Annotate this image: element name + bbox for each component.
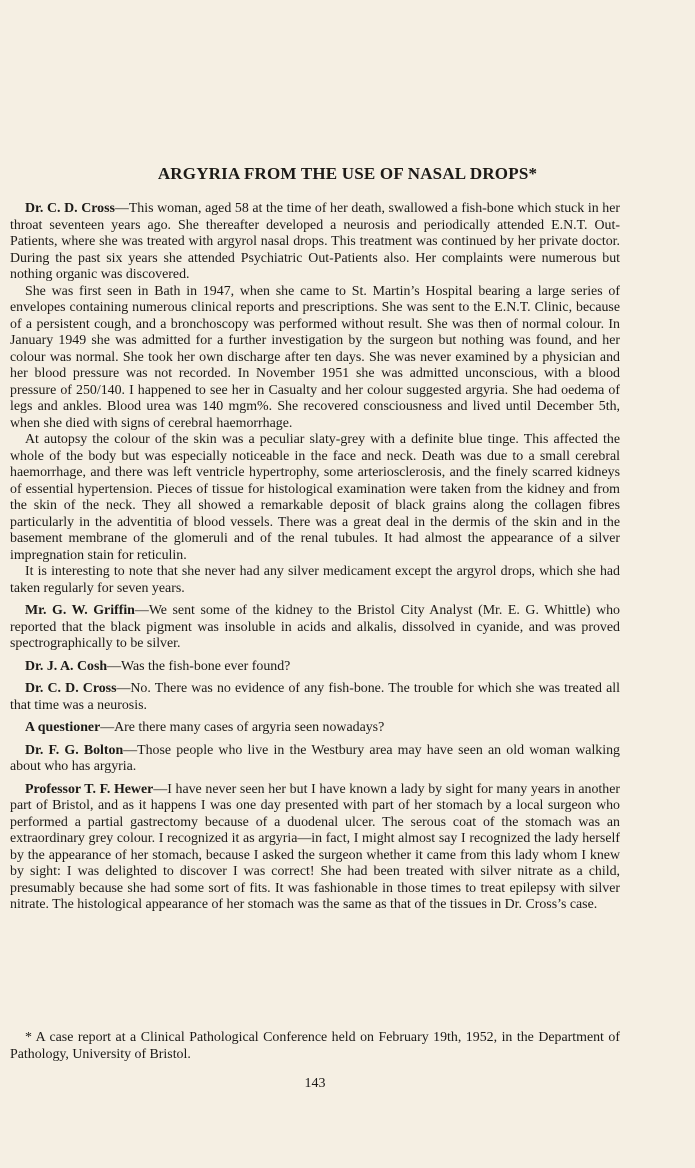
speaker-name: Dr. F. G. Bolton (25, 742, 124, 758)
paragraph-text: It is interesting to note that she never had any silver medicament except the argyrol drops, which she had taken regularly for seven years. (10, 564, 620, 596)
paragraph-text: At autopsy the colour of the skin was a peculiar slaty-grey with a definite blue tinge. This affected the whole of the body but was especially noticeable in the face and neck. Death was due to a small cerebral haemorrhage, and there was left ventricle hypertrophy, some arteriosclerosis, and the finely scarred kidneys of essential hypertension. Pieces of tissue for histological examination were taken from the kidney and from the skin of the neck. They all showed a remarkable deposit of black grains along the collagen fibres particularly in the adventitia of blood vessels. There was a great deal in the dermis of the skin and in the basement membrane of the glomeruli and of the renal tubules. It had almost the appearance of a silver impregnation stain for reticulin. (10, 432, 620, 563)
paragraph-text: She was first seen in Bath in 1947, when she came to St. Martin’s Hospital bearing a large series of envelopes containing numerous clinical reports and prescriptions. She was sent to the E.N.T. Clinic, because of a persistent cough, and a bronchoscopy was performed without result. She was then of normal colour. In January 1949 she was admitted for a further investigation by the surgeon but nothing was found, and her colour was normal. She took her own discharge after ten days. She was never examined by a physician and her blood pressure was not recorded. In November 1951 she was admitted unconscious, with a blood pressure of 250/140. I happened to see her in Casualty and her colour suggested argyria. She had oedema of legs and ankles. Blood urea was 140 mgm%. She recovered consciousness and lived until December 5th, when she died with signs of cerebral haemorrhage. (10, 283, 620, 431)
speaker-name: Dr. J. A. Cosh (25, 658, 108, 674)
paragraph-text: —Are there many cases of argyria seen nowadays? (100, 720, 385, 735)
paragraph-text: —No. There was no evidence of any fish-bone. The trouble for which she was treated all that time was a neurosis. (10, 681, 620, 713)
page-number: 143 (304, 1076, 326, 1091)
paragraph (10, 659, 620, 676)
footnote: * A case report at a Clinical Pathological Conference held on February 19th, 1952, in the Department of Pathology, University of Bristol. (10, 1030, 620, 1062)
paragraph-text: —I have never seen her but I have known a lady by sight for many years in another part of Bristol, and as it happens I was one day presented with part of her stomach by a local surgeon who performed a partial gastrectomy because of a duodenal ulcer. The serous coat of the stomach was an extraordinary grey colour. I recognized it as argyria—in fact, I might almost say I recognized the lady herself by the appearance of her stomach, because I asked the surgeon whether it came from this lady whom I knew by sight: I was delighted to discover I was correct! She had been treated with silver nitrate as a child, presumably because she had some sort of fits. It was fashionable in those times to treat epilepsy with silver nitrate. The histological appearance of her stomach was the same as that of the tissues in Dr. Cross’s case. (10, 781, 620, 912)
paragraph (10, 782, 620, 914)
speaker-name: Mr. G. W. Griffin (25, 603, 135, 618)
paragraph-text: —This woman, aged 58 at the time of her death, swallowed a fish-bone which stuck in her throat seventeen years ago. She thereafter developed a neurosis and periodically attended E.N.T. Out-Patients, where she was treated with argyrol nasal drops. This treatment was continued by her private doctor. During the past six years she attended Psychiatric Out-Patients also. Her complaints were numerous but nothing organic was discovered. (10, 201, 621, 282)
article-title: ARGYRIA FROM THE USE OF NASAL DROPS* (157, 164, 538, 183)
article-body (10, 201, 620, 914)
paragraph (10, 743, 620, 776)
paragraph (10, 603, 620, 653)
paragraph (10, 681, 620, 714)
speaker-name: Dr. C. D. Cross (25, 681, 117, 696)
speaker-name: Professor T. F. Hewer (25, 781, 154, 797)
paragraph (10, 564, 620, 597)
paragraph-text: —Was the fish-bone ever found? (107, 658, 291, 674)
speaker-name: A questioner (25, 720, 101, 735)
paragraph-text: —Those people who live in the Westbury area may have seen an old woman walking about who has argyria. (10, 742, 620, 774)
paragraph-text: —We sent some of the kidney to the Bristol City Analyst (Mr. E. G. Whittle) who reported that the black pigment was insoluble in acids and alkalis, dissolved in cyanide, and was proved spectrographically to be silver. (10, 603, 620, 651)
paragraph (10, 432, 620, 564)
paragraph (10, 720, 620, 737)
paragraph (10, 284, 620, 433)
speaker-name: Dr. C. D. Cross (25, 201, 115, 216)
paragraph (10, 201, 620, 284)
